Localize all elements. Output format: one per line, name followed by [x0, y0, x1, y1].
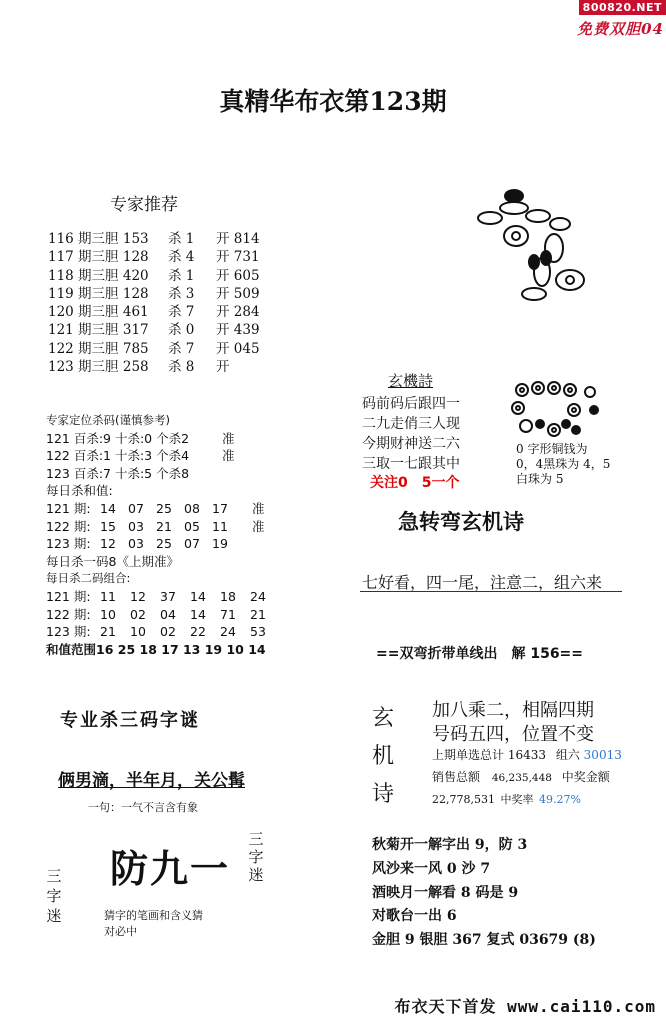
riddle-hint: 猜字的笔画和含义猜 对必中 — [104, 909, 203, 938]
list-item: 酒映月一解看 8 码是 9 — [372, 884, 519, 901]
three-char-label: 三字迷 — [248, 830, 264, 884]
stats-line: 22,778,531 中奖率 49.27% — [432, 793, 581, 806]
double-bend-text: ==双弯折带单线出 解 156== — [376, 646, 584, 662]
kill3-title: 专业杀三码字谜 — [60, 710, 200, 731]
footer: 布衣天下首发 www.cai110.com — [394, 997, 656, 1016]
table-row: 120 期三胆 461 杀 7 开 284 — [48, 304, 260, 321]
list-item: 123 期: 12 03 25 07 19 — [46, 536, 228, 552]
stats-line: 销售总额 46,235,448 中奖金额 — [432, 770, 610, 784]
list-item: 风沙来一风 0 沙 7 — [372, 860, 491, 877]
list-item: 对歌台一出 6 — [372, 908, 457, 925]
watermark-url: 800820.NET — [579, 0, 666, 15]
coin-note: 0 字形铜钱为 0，4黑珠为 4，5 白珠为 5 — [516, 442, 611, 486]
poem-line: 今期财神送二六 — [362, 436, 460, 452]
table-row: 117 期三胆 128 杀 4 开 731 — [48, 249, 260, 266]
expert-pick-table — [48, 230, 276, 376]
watermark — [562, 0, 666, 40]
xuanji-line: 加八乘二，相隔四期 — [432, 700, 594, 721]
table-row: 121 期三胆 317 杀 0 开 439 — [48, 322, 260, 339]
daily-two-title: 每日杀二码组合: — [46, 571, 131, 586]
coins-illustration — [510, 380, 606, 440]
table-row: 123 期三胆 258 杀 8 开 — [48, 359, 230, 376]
poem-title: 玄機詩 — [388, 372, 434, 390]
list-item: 121 期: 14 07 25 08 17 准 — [46, 500, 265, 516]
poem-line: 码前码后跟四一 — [362, 396, 460, 412]
table-row: 116 期三胆 153 杀 1 开 814 — [48, 231, 260, 247]
watermark-free-label: 免费双胆04 — [577, 20, 664, 38]
table-row: 122 期三胆 785 杀 7 开 045 — [48, 340, 260, 357]
list-item: 122 百杀:1 十杀:3 个杀4 准 — [46, 448, 235, 464]
xuanji-side-title: 玄机诗 — [372, 706, 395, 807]
jizhuanwan-text: 七好看，四一尾，注意二，组六来 — [362, 573, 603, 592]
poem-line: 三取一七跟其中 — [362, 456, 460, 472]
riddle-main: 俩男滴，半年月，关公髯 — [58, 771, 245, 791]
jizhuanwan-title: 急转弯玄机诗 — [398, 510, 524, 534]
riddle-sub: 一句：一气不言含有象 — [88, 801, 198, 814]
three-char-label: 三字迷 — [46, 867, 62, 925]
riddle-list — [372, 834, 596, 953]
stats-line: 上期单选总计 16433 组六 30013 — [432, 748, 622, 762]
table-row: 118 期三胆 420 杀 1 开 605 — [48, 267, 260, 284]
divider — [360, 591, 622, 592]
list-item: 金胆 9 银胆 367 复式 03679 (8) — [372, 932, 596, 949]
poem-lines — [362, 394, 460, 474]
list-item: 123 期: 21 10 02 22 24 53 — [46, 624, 266, 640]
kill-number-list — [46, 412, 280, 658]
list-item: 122 期: 15 03 21 05 11 准 — [46, 518, 265, 534]
xuanji-line: 号码五四，位置不变 — [432, 724, 594, 745]
stones-illustration — [470, 188, 590, 310]
daily-sum-title: 每日杀和值: — [46, 483, 113, 499]
table-row: 119 期三胆 128 杀 3 开 509 — [48, 285, 260, 302]
list-item: 122 期: 10 02 04 14 71 21 — [46, 606, 266, 622]
list-item: 秋菊开一解字出 9，防 3 — [372, 837, 528, 853]
daily-one-kill: 每日杀一码8《上期准》 — [46, 553, 179, 569]
expert-title: 专家推荐 — [110, 195, 178, 215]
poem-line: 二九走俏三人现 — [362, 416, 460, 432]
list-item: 121 期: 11 12 37 14 18 24 — [46, 588, 266, 604]
sum-range: 和值范围16 25 18 17 13 19 10 14 — [46, 641, 266, 657]
list-item: 123 百杀:7 十杀:5 个杀8 — [46, 465, 190, 481]
list-item: 121 百杀:9 十杀:0 个杀2 准 — [46, 430, 235, 446]
position-kill-title: 专家定位杀码(谨慎参考) — [46, 413, 170, 427]
poem-focus: 关注0 5一个 — [370, 475, 460, 491]
riddle-answer: 防九一 — [110, 847, 231, 891]
page-title: 真精华布衣第123期 — [219, 87, 447, 116]
